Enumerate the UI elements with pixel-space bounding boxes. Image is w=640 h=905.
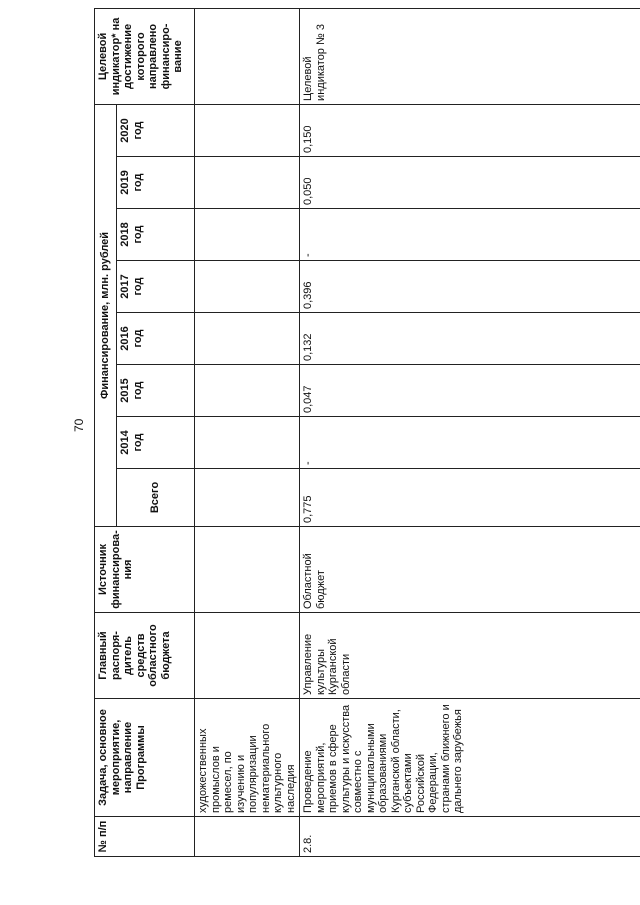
header-year-2018: 2018 год xyxy=(117,209,195,261)
cell-2019 xyxy=(195,157,300,209)
financing-table-rotated xyxy=(94,17,640,857)
header-year-2017: 2017 год xyxy=(117,261,195,313)
financing-table xyxy=(94,8,640,857)
cell-num: 2.8. xyxy=(300,817,640,857)
cell-2018 xyxy=(195,209,300,261)
header-manager: Главный распоря-дитель средств областного бюджета xyxy=(95,613,195,699)
header-num: № п/п xyxy=(95,817,195,857)
cell-2019: 0,050 xyxy=(300,157,640,209)
cell-manager: Управление культуры Курганской области xyxy=(300,613,640,699)
cell-2014: - xyxy=(300,417,640,469)
table-row xyxy=(300,8,640,856)
cell-2015 xyxy=(195,365,300,417)
header-year-2020: 2020 год xyxy=(117,104,195,156)
cell-2018: - xyxy=(300,209,640,261)
cell-2020 xyxy=(195,104,300,156)
page-number: 70 xyxy=(72,418,86,432)
cell-source: Областной бюджет xyxy=(300,527,640,613)
cell-source xyxy=(195,527,300,613)
cell-2014 xyxy=(195,417,300,469)
cell-total xyxy=(195,469,300,527)
cell-total: 0,775 xyxy=(300,469,640,527)
cell-2020: 0,150 xyxy=(300,104,640,156)
cell-num xyxy=(195,817,300,857)
cell-2015: 0,047 xyxy=(300,365,640,417)
cell-task: художественных промыслов и ремесел, по изучению и популяризации нематериального культурного наследия xyxy=(195,699,300,817)
header-row-top xyxy=(95,8,117,856)
header-year-2016: 2016 год xyxy=(117,313,195,365)
cell-manager xyxy=(195,613,300,699)
cell-task: Проведение мероприятий, приемов в сфере культуры и искусства совместно с муниципальными образованиями Курганской области, субъектами Российской Федерации, странами ближнего и дальнего зарубежья xyxy=(300,699,640,817)
header-financing: Финансирование, млн. рублей xyxy=(95,104,117,526)
header-total: Всего xyxy=(117,469,195,527)
header-year-2015: 2015 год xyxy=(117,365,195,417)
cell-indicator: Целевой индикатор № 3 xyxy=(300,8,640,104)
cell-2017: 0,396 xyxy=(300,261,640,313)
header-source: Источник финансирова-ния xyxy=(95,527,195,613)
cell-2016 xyxy=(195,313,300,365)
cell-2017 xyxy=(195,261,300,313)
header-task: Задача, основное мероприятие, направление Программы xyxy=(95,699,195,817)
table-row xyxy=(195,8,300,856)
cell-2016: 0,132 xyxy=(300,313,640,365)
header-year-2014: 2014 год xyxy=(117,417,195,469)
header-year-2019: 2019 год xyxy=(117,157,195,209)
cell-indicator xyxy=(195,8,300,104)
header-indicator: Целевой индикатор* на достижение которого направлено финансиро-вание xyxy=(95,8,195,104)
